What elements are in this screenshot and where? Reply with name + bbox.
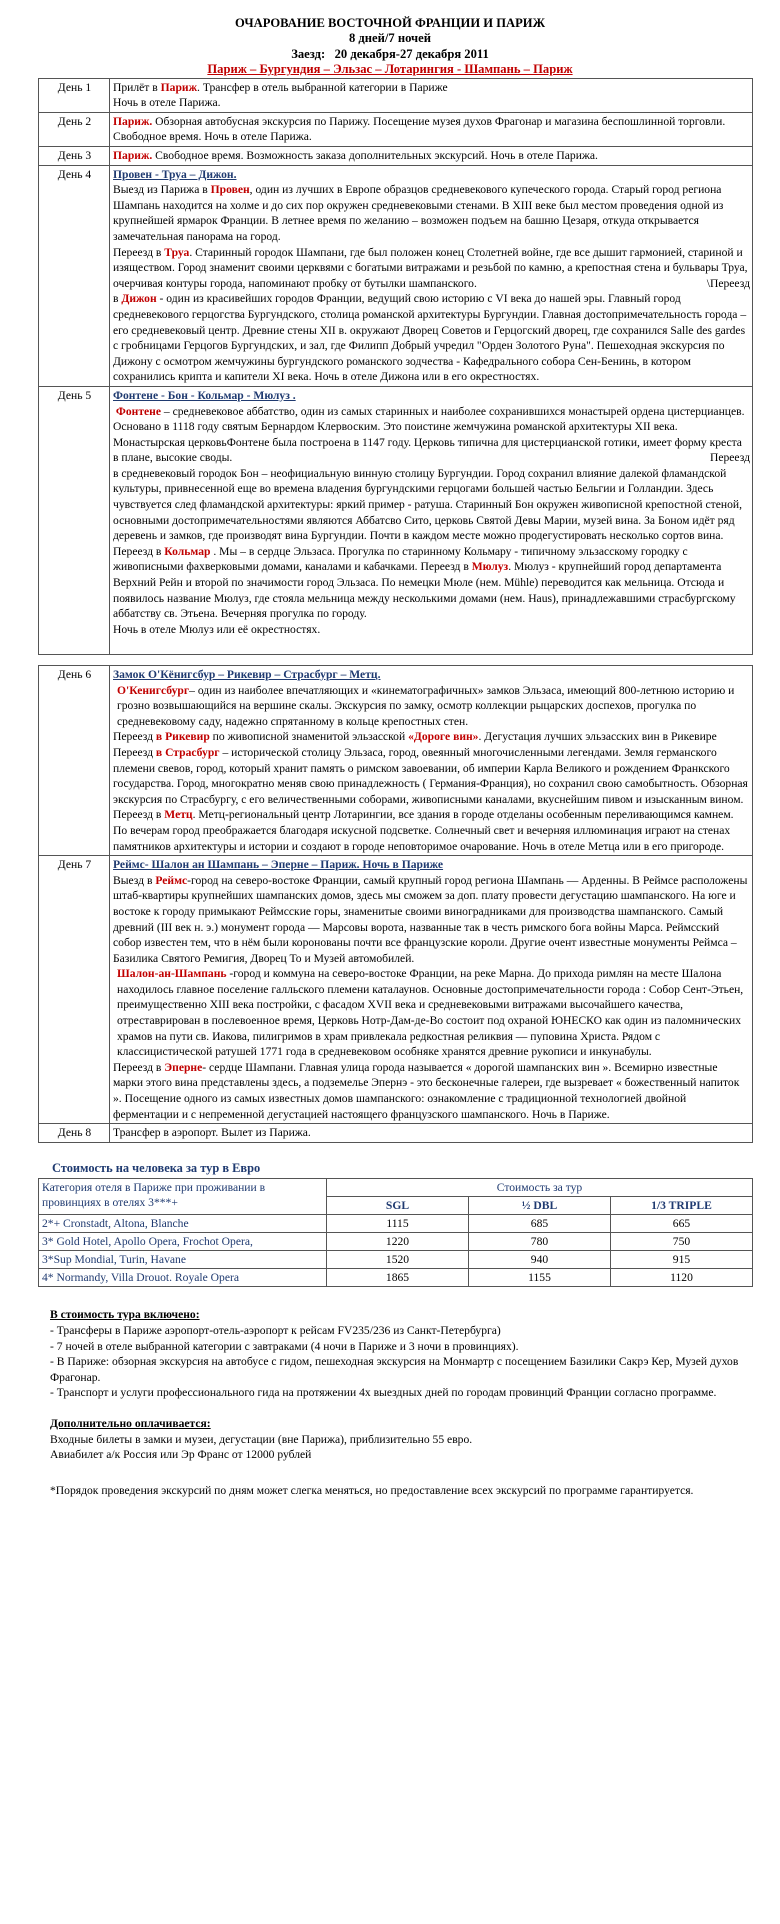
price-row: 4* Normandy, Villa Drouot. Royale Opera 1865 1155 1120 [39, 1269, 753, 1287]
dates-value: 20 декабря-27 декабря 2011 [334, 46, 489, 61]
day-row [39, 666, 753, 856]
day-content: Париж. Обзорная автобусная экскурсия по Парижу. Посещение музея духов Фрагонар и магазина беспошлинной торговли. Свободное время. Ночь в отеле Парижа. [110, 112, 753, 146]
day-content: Замок О'Кёнигсбур – Рикевир – Страсбург – Метц. О'Кенигсбург– один из наиболее впечатляющих и «кинематографичных» замков Эльзаса, имеющий 800-летнюю историю и грозно возвышающийся на вершине скалы. Экскурсия по замку, осмотр коллекции рыцарских доспехов, прогулка по средневековому саду, надежно спрятанному в кольце крепостных стен. Переезд в Рикевир по живописной знаменитой эльзасской «Дороге вин». Дегустация лучших эльзасских вин в Рикевире Переезд в Страсбург – исторической столицу Эльзаса, город, овеянный многочисленными легендами. Земля германского племени свевов, город, который хранит память о римском завоевании, об империи Карла Великого и рождением Франкского государства. Город, многократно меняв свою принадлежность ( Германия-Франция), но сохранил свою самобытность. Обзорная экскурсия по Страсбургу, с его величественными соборами, живописными каналами, вкуснейшим пивом и изысканным вином. Переезд в Метц. Метц-региональный центр Лотарингии, все здания в городе отделаны особенным переливающимся камнем. По вечерам город преображается благодаря искусной подсветке. Солнечный свет и вечерняя иллюминация играют на стенах памятников архитектуры и истории и создают в городе неповторимое очарование. Ночь в отеле Метца или в его пригороде. [110, 666, 753, 856]
day-title: Замок О'Кёнигсбур – Рикевир – Страсбург – Метц. [113, 668, 381, 681]
extra-item: Входные билеты в замки и музеи, дегустации (вне Парижа), приблизительно 55 евро. [50, 1432, 473, 1446]
tour-duration: 8 дней/7 ночей [348, 31, 432, 46]
day-label: День 8 [39, 1124, 110, 1143]
day-label: День 2 [39, 112, 110, 146]
day-row [39, 147, 753, 166]
day-content: Прилёт в Париж. Трансфер в отель выбранной категории в Париже Ночь в отеле Парижа. [110, 78, 753, 112]
footnote: *Порядок проведения экскурсий по дням может слегка меняться, но предоставление всех экскурсий по программе гарантируется. [50, 1483, 694, 1497]
included-item: - Трансферы в Париже аэропорт-отель-аэропорт к рейсам FV235/236 из Санкт-Петербурга) [50, 1324, 501, 1337]
day-label: День 3 [39, 147, 110, 166]
included-heading: В стоимость тура включено: [50, 1308, 200, 1322]
tour-route: Париж – Бургундия – Эльзас – Лотарингия - Шампань – Париж [207, 62, 573, 77]
day-title: Реймс- Шалон ан Шампань – Эперне – Париж. Ночь в Париже [113, 858, 444, 872]
extra-item: Авиабилет а/к Россия или Эр Франс от 12000 рублей [50, 1448, 312, 1462]
col-header-triple: 1/3 TRIPLE [611, 1197, 753, 1215]
day-row [39, 112, 753, 146]
dates-label: Заезд: [291, 46, 326, 61]
tour-dates [0, 47, 780, 62]
day-title: Провен - Труа – Дижон. [113, 167, 237, 181]
day-label: День 1 [39, 78, 110, 112]
day-content: Трансфер в аэропорт. Вылет из Парижа. [110, 1124, 753, 1143]
day-content: Реймс- Шалон ан Шампань – Эперне – Париж. Ночь в Париже Выезд в Реймс-город на северо-востоке Франции, самый крупный город региона Шампань — Арденны. В Реймсе расположены штаб-квартиры крупнейших шампанских домов, здесь мы сможем за доп. плату провести дегустацию шампанского. На юге и востоке к городу примыкают Реймсские горы, знаменитые своими виноградниками для производства шампанского. Самый древний (III век н. э.) монумент города — Марсовы ворота, названные так в честь римского бога войны Марса. Реймсский собор известен тем, что в нём были коронованы почти все французские короли. Другие очент известные монументы Реймса – Базилика Святого Ремигия, Дворец То и Музей автомобилей. Шалон-ан-Шампань -город и коммуна на северо-востоке Франции, на реке Марна. До прихода римлян на месте Шалона находилось главное поселение галльского племени каталаунов. Основные достопримечательности города : Собор Сент-Этьен, преимущественно XIII века постройки, с фасадом XVII века и средневековыми витражами высочайшего качества, отреставрирован в послевоенное время, Церковь Нотр-Дам-де-Во состоит под охраной ЮНЕСКО как один из паломнических храмов на пути св. Иакова, пилигримов в храм привлекала редкостная реликвия — пуповина Христа. Рядом с классицистической ратушей 1771 года в средневековом особняке хранятся древние рукописи и инкунабулы. Переезд в Эперне- сердце Шампани. Главная улица города называется « дорогой шампанских вин ». Всемирно известные марки этого вина представлены здесь, а подземелье Эпернэ - это бесконечные галереи, где вызревает « божественный напиток ». Посещение одного из самых известных домов шампанского: ознакомление с традиционной технологией двойной ферментации и с непременной дегустацией настоящего французского шампанского. Ночь в Париже. [110, 856, 753, 1124]
day-row [39, 1124, 753, 1143]
day-content: Фонтене - Бон - Кольмар - Мюлуз . Фонтене – средневековое аббатство, один из самых старинных и наиболее сохранившихся монастырей ордена цистерцианцев. Основано в 1118 году святым Бернардом Клервоским. Это поистине жемчужина романской архитектуры XII века. Монастырская церковьФонтене была построена в 1147 году. Церковь типична для цистерцианской готики, имеет форму креста в плане, высокие своды. Переезд в средневековый городок Бон – неофициальную винную столицу Бургундии. Город сохранил влияние далекой фламандской культуры, привнесенной еще во времена владения бургундскими герцогами большей частью Бельгии и Голландии. Здесь чувствуется след фламандской архитектуры: яркий пример - ратуша. Старинный Бон окружен живописной крепостной стеной, основными достопримечательностями являются Аббатсво Сито, церковь Святой Девы Марии, музей вина. За Боном идёт ряд деревень и замков, где производят вина Бургундии. Почти в каждом месте можно продегустировать несколько сортов вина. Переезд в Кольмар . Мы – в сердце Эльзаса. Прогулка по старинному Кольмару - типичному эльзасскому городку с живописными фахверковыми домами, каналами и кабачками. Переезд в Мюлуз. Мюлуз - крупнейший город департамента Верхний Рейн и второй по значимости город Эльзаса. По немецки Мюле (нем. Mühle) переводится как мельница. Отсюда и появилось название Мюлуз, где стояла мельница между несколькими домами (нем. Haus), принадлежавшими страсбургскому аббатству св. Этьена. Вечерняя прогулка по городу. Ночь в отеле Мюлуз или её окрестностях. [110, 386, 753, 654]
day-row [39, 856, 753, 1124]
price-row: 2*+ Cronstadt, Altona, Blanche 1115 685 665 [39, 1215, 753, 1233]
included-item: - 7 ночей в отеле выбранной категории с завтраками (4 ночи в Париже и 3 ночи в провинциях). [50, 1339, 519, 1353]
program-table-2 [38, 665, 753, 1143]
price-row: 3* Gold Hotel, Apollo Opera, Frochot Opera, 1220 780 750 [39, 1233, 753, 1251]
price-title: Стоимость на человека за тур в Евро [52, 1160, 261, 1175]
program-table-1 [38, 78, 753, 655]
included-item: - Транспорт и услуги профессионального гида на протяжении 4х выездных дней по городам провинций Франции согласно программе. [50, 1386, 717, 1400]
extra-heading: Дополнительно оплачивается: [50, 1416, 211, 1430]
col-header-dbl: ½ DBL [469, 1197, 611, 1215]
day-label: День 5 [39, 386, 110, 654]
cost-group-header: Стоимость за тур [327, 1179, 753, 1197]
price-row: 3*Sup Mondial, Turin, Havane 1520 940 915 [39, 1251, 753, 1269]
col-header-sgl: SGL [327, 1197, 469, 1215]
price-table [38, 1178, 753, 1287]
day-content: Париж. Свободное время. Возможность заказа дополнительных экскурсий. Ночь в отеле Парижа. [110, 147, 753, 166]
day-label: День 7 [39, 856, 110, 1124]
day-label: День 6 [39, 666, 110, 856]
category-header: Категория отеля в Париже при проживании в провинциях в отелях 3***+ [39, 1179, 327, 1215]
included-item: - В Париже: обзорная экскурсия на автобусе с гидом, пешеходная экскурсия на Монмартр с посещением Базилики Сакрэ Кер, Музей духов Фрагонар. [50, 1355, 739, 1384]
tour-title: ОЧАРОВАНИЕ ВОСТОЧНОЙ ФРАНЦИИ И ПАРИЖ [234, 16, 546, 30]
day-title: Фонтене - Бон - Кольмар - Мюлуз . [113, 388, 296, 402]
day-row [39, 386, 753, 654]
day-row [39, 165, 753, 386]
day-row [39, 78, 753, 112]
day-content: Провен - Труа – Дижон. Выезд из Парижа в Провен, один из лучших в Европе образцов средневекового купеческого города. Старый город региона Шампань находится на холме и до сих пор окружен средневековыми стенами. В XIII веке был местом проведения одной из крупнейшей ярмарок Франции. В летнее время по желанию – возможен подъем на башню Цезаря, откуда открывается замечательная панорама на город. Переезд в Труа. Старинный городок Шампани, где был положен конец Столетней войне, где все дышит гармонией, стариной и изяществом. Город знаменит своими церквями с богатыми витражами и резьбой по камню, а крепостная стена и бульвары Труа, очерчивая контуры города, напоминают пробку от бутылки шампанского. \Переезд в Дижон - один из красивейших городов Франции, ведущий свою историю с VI века до нашей эры. Главный город средневекового герцогства Бургундского, столица романской архитектуры Бургундии. Главная достопримечательность города – его средневековый центр. Древние стены XII в. окружают Дворец Советов и Герцогский дворец, где сохранился Salle des gardes с гробницами Герцогов Бургундских, и зал, где Филипп Добрый учредил "Орден Золотого Руна". Пешеходная экскурсия по Дижону с осмотром жемчужины бургундского романского зодчества - Кафедрального собора Сен-Бенинь, в котором сохранились крипта и капители XI века. Ночь в отеле Дижона или в его окрестностях. [110, 165, 753, 386]
day-label: День 4 [39, 165, 110, 386]
included-section [50, 1307, 770, 1462]
header [0, 16, 780, 78]
